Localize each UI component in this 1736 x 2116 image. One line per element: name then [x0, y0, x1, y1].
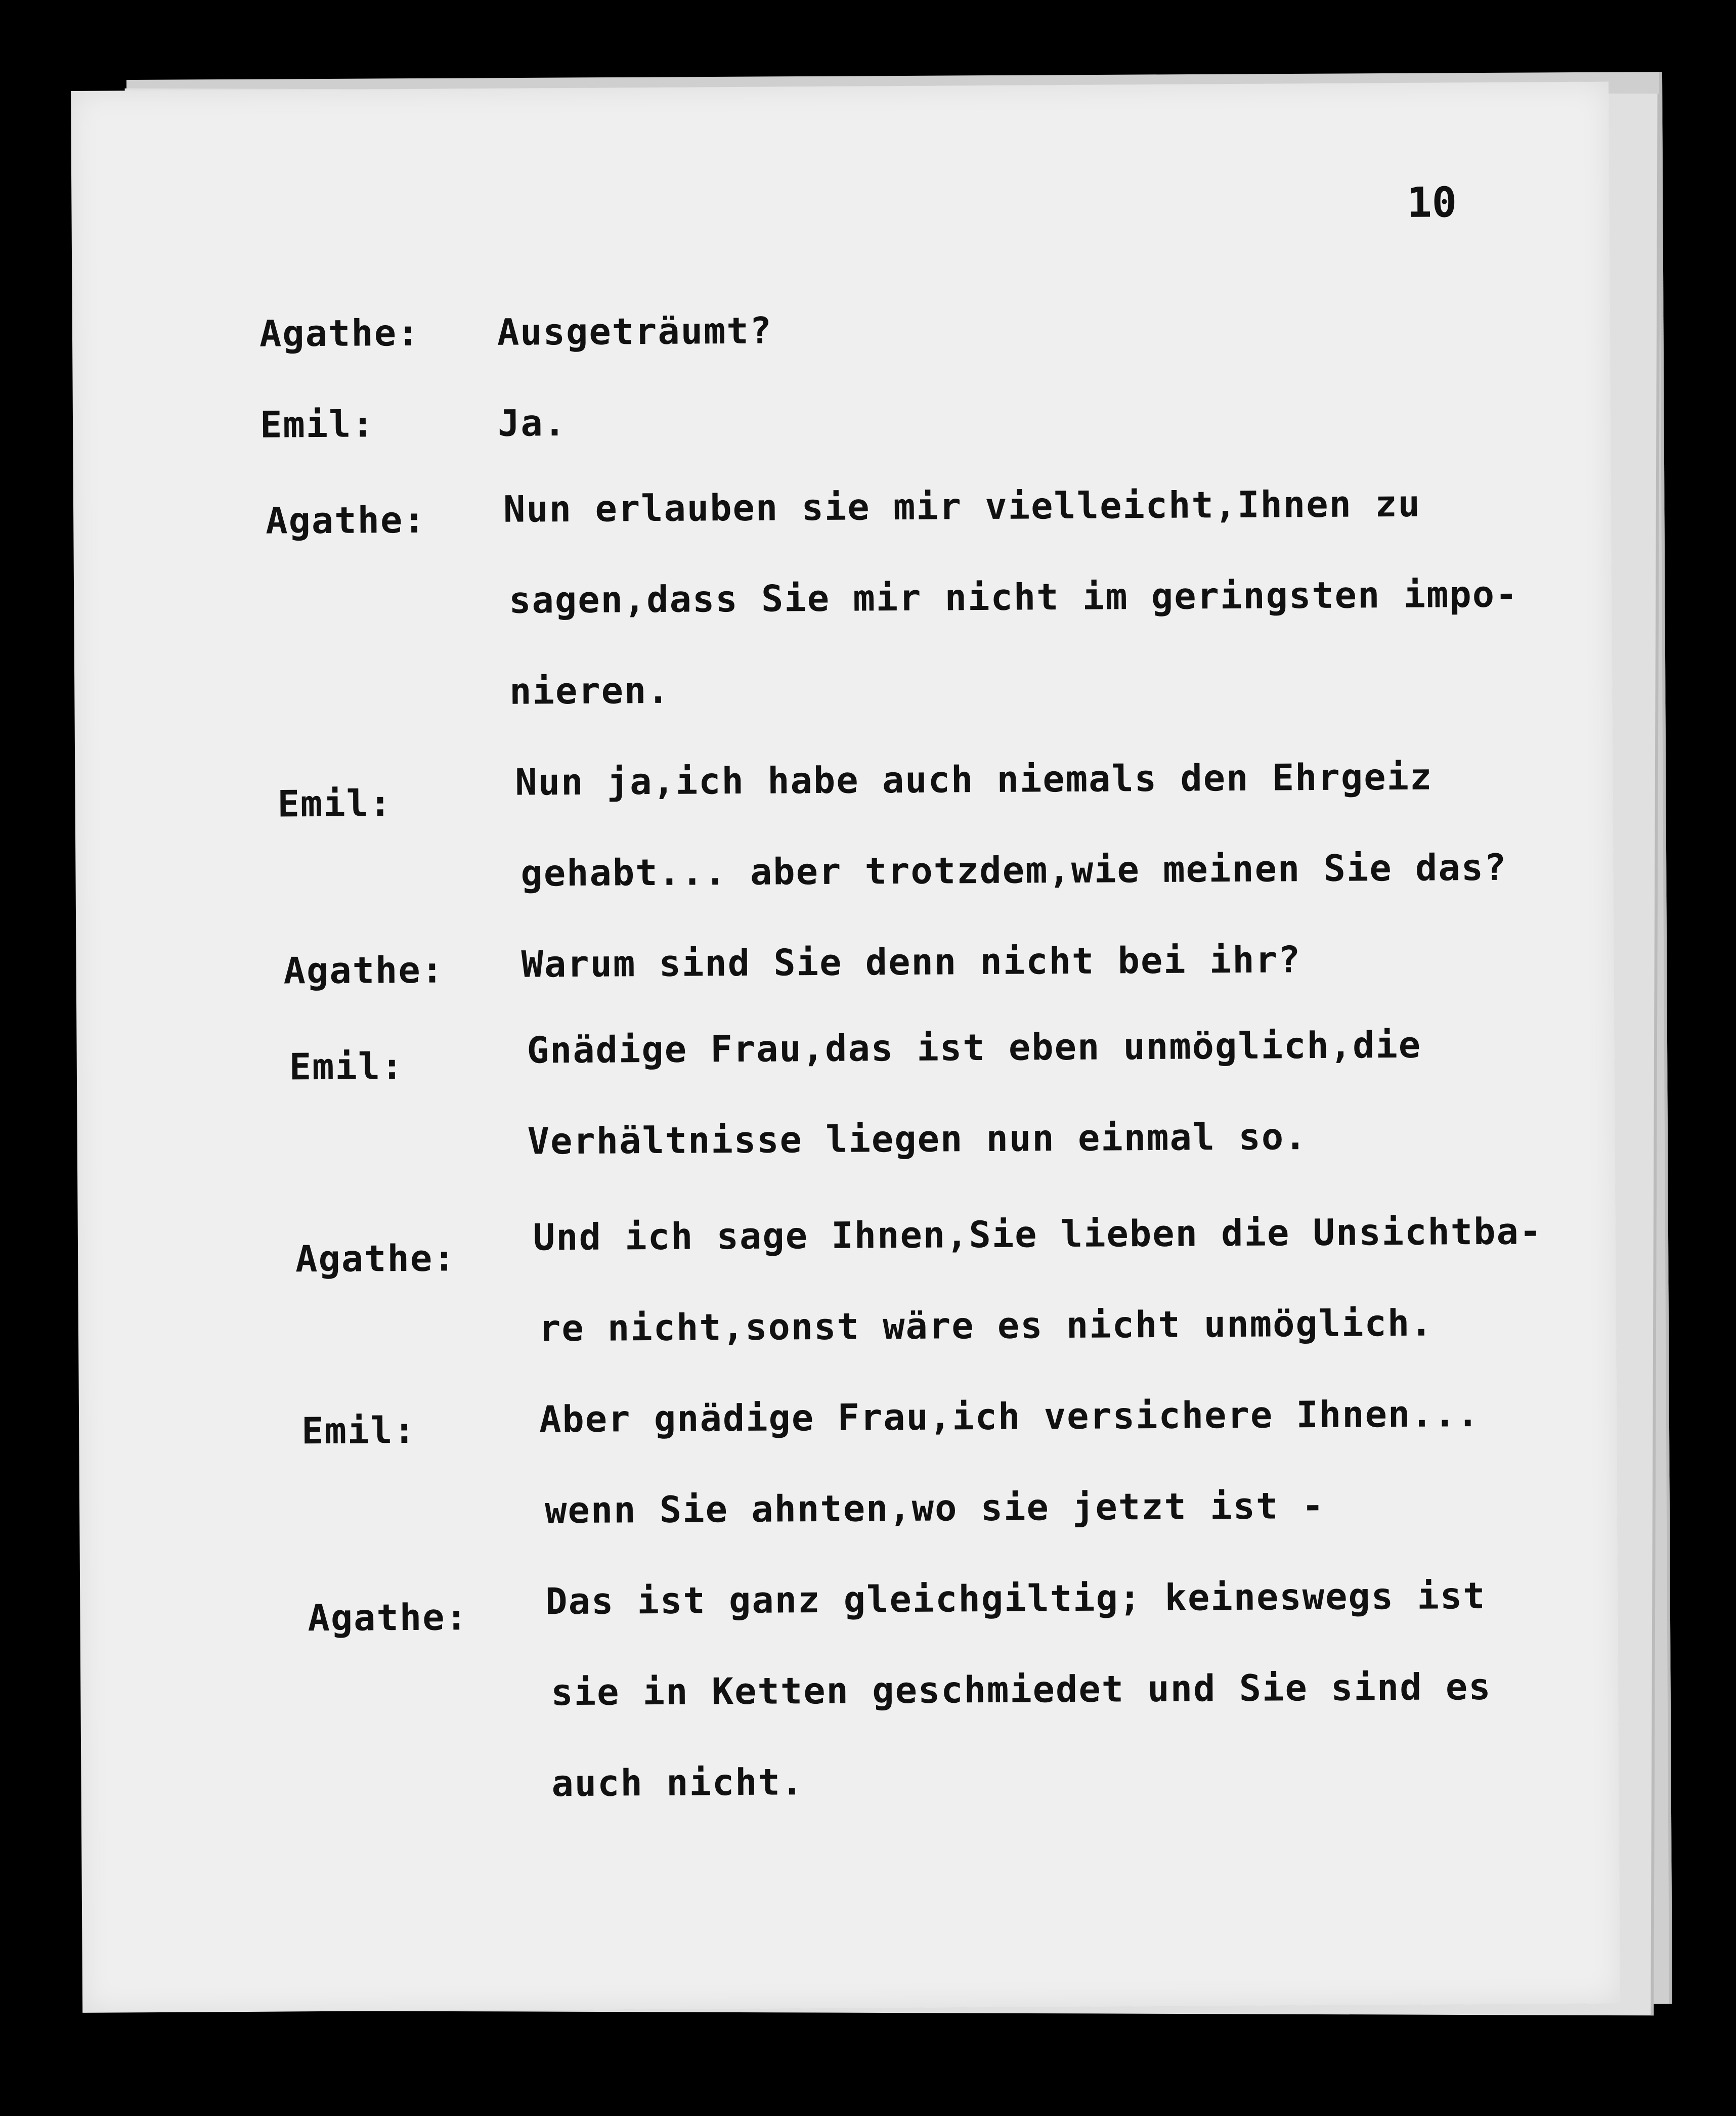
speech-line: auch nicht.	[551, 1760, 804, 1805]
speech-line: nieren.	[509, 669, 670, 713]
speaker-label: Agathe:	[295, 1237, 456, 1281]
speech-line: sagen,dass Sie mir nicht im geringsten impo-	[508, 572, 1518, 622]
speaker-label: Emil:	[289, 1045, 404, 1088]
page-number: 10	[1407, 179, 1457, 227]
speaker-label: Emil:	[259, 403, 375, 446]
speaker-label: Agathe:	[259, 311, 420, 355]
speech-line: Nun ja,ich habe auch niemals den Ehrgeiz	[515, 755, 1433, 804]
speech-line: sie in Ketten geschmiedet und Sie sind es	[551, 1665, 1492, 1714]
speaker-label: Agathe:	[308, 1596, 469, 1640]
speech-line: re nicht,sonst wäre es nicht unmöglich.	[538, 1301, 1434, 1350]
speaker-label: Emil:	[301, 1408, 417, 1452]
speech-line: Und ich sage Ihnen,Sie lieben die Unsichtba-	[533, 1210, 1543, 1259]
speech-line: gehabt... aber trotzdem,wie meinen Sie das?	[520, 846, 1507, 895]
speech-line: Nun erlauben sie mir vielleicht,Ihnen zu	[503, 482, 1421, 531]
speaker-label: Emil:	[277, 782, 393, 825]
speech-line: wenn Sie ahnten,wo sie jetzt ist -	[544, 1484, 1325, 1532]
typescript-page	[71, 81, 1620, 2012]
speech-line: Aber gnädige Frau,ich versichere Ihnen...	[539, 1392, 1480, 1441]
speech-line: Verhältnisse liegen nun einmal so.	[527, 1115, 1308, 1163]
speech-line: Warum sind Sie denn nicht bei ihr?	[521, 938, 1301, 986]
speech-line: Das ist ganz gleichgiltig; keineswegs ist	[545, 1574, 1486, 1623]
speech-line: Ausgeträumt?	[497, 309, 773, 354]
speaker-label: Agathe:	[265, 498, 426, 542]
speech-line: Gnädige Frau,das ist eben unmöglich,die	[527, 1023, 1422, 1072]
speaker-label: Agathe:	[283, 948, 445, 992]
speech-line: Ja.	[497, 402, 567, 445]
